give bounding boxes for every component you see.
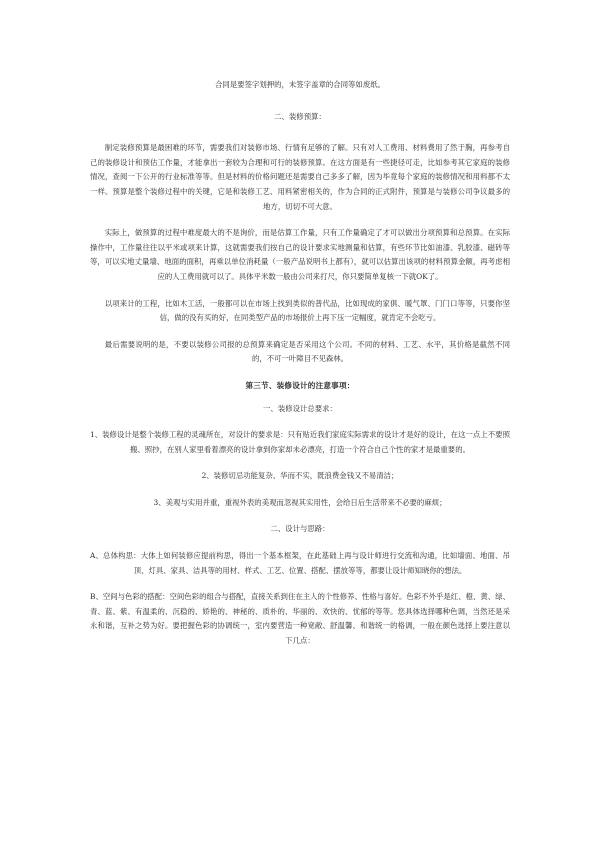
heading-general-requirements: 一、装修设计总要求：	[263, 403, 337, 413]
paragraph-budget-3: 以项来计的工程，比如木工活，一般都可以在市场上找到类似的普代品，比如现成的家俱、暖气罩、门门口等等，只要你坚信，做的没有买的好，在同类型产品的市场报价上再下压一定幅度，就肯定不会吃亏。	[104, 298, 510, 323]
design-point-b: B、空间与色彩的搭配：空间色彩的组合与搭配，直接关系到住在主人的个性修养、性格与喜好。色彩不外乎是红、橙、黄、绿、青、蓝、紫、有温柔的、沉稳的、娇艳的、神秘的、质朴的、华丽的、欢快的、忧郁的等等。您具体选择哪种色调，当然还是采永和谐，互补之势为好。要把握色彩的协调统一，室内要营造一种宽敞、舒温馨、和谐统一的格调，一般在颜色选择上要注意以下几点：	[90, 592, 510, 646]
design-point-a: A、总体构思：大体上如何装修应提前构思，得出一个基本框架，在此基础上再与设计师进行交流和沟通，比如墙面、地面、吊顶、灯具、家具、洁具等的用材、样式、工艺、位置、搭配、摆放等等，都要让设计师知晓你的想法。	[90, 551, 510, 575]
requirement-1: 1、装修设计是整个装修工程的灵魂所在，对设计的要求是：只有贴近我们家庭实际需求的设计才是好的设计，在这一点上不要照搬、照抄，在别人家里看着漂亮的设计拿到你家却未必漂亮，打造一个符合自己个性的家才是最重要的。	[90, 430, 510, 454]
section-3-title: 第三节、装修设计的注意事项：	[245, 380, 355, 390]
paragraph-budget-4: 最后需要说明的是，不要以装修公司报的总预算来确定是否采用这个公司。不同的材料、工艺、水平，其价格是截然不同的，不可一叶障目不见森林。	[104, 339, 510, 364]
contract-note: 合同是要签字划押的，未签字盖章的合同等如废纸。	[215, 80, 385, 89]
document-body	[90, 78, 510, 649]
paragraph-budget-1: 制定装修预算是最困难的环节，需要我们对装修市场、行情有足够的了解。只有对人工费用、材料费用了然于胸，再参考自己的装修设计和预估工作量，才能拿出一套较为合理和可行的装修预算。在这方面是有一些捷径可走，比如参考其它家庭的装修情况，查阅一下公开的行业标准等等。但是材料的价格问题还是需要自己多多了解，因为毕竟每个家庭的装修情况和用料都不太一样。预算是整个装修过程中的关键，它是和装修工艺、用料紧密相关的，作为合同的正式附件，预算是与装修公司争议最多的地方，切切不可大意。	[90, 143, 510, 211]
heading-budget: 二、装修预算：	[274, 111, 326, 121]
paragraph-budget-2: 实际上，做预算的过程中难度最大的不是询价，而是估算工作量，只有工作量确定了才可以做出分项预算和总预算。在实际操作中，工作量往往以平米或项来计算，这就需要我们按自己的设计要求实地测量和估算，有些环节比如油漆、乳胶漆、磁砖等等，可以实地丈量墙、地面的面积，再乘以单位消耗量（一般产品说明书上都有），就可以估算出该项的材料预算金额，再考虑相应的人工费用就可以了。具体平米数一般由公司来打尺，你只要简单复核一下就OK了。	[90, 228, 510, 281]
requirement-2: 2、装修切忌功能复杂、华而不实，既浪费金钱又不易清洁；	[201, 471, 399, 481]
heading-design-ideas: 二、设计与思路：	[270, 524, 330, 534]
requirement-3: 3、美观与实用并重，重视外表的美观而忽视其实用性，会给日后生活带来不必要的麻烦；	[153, 497, 447, 507]
